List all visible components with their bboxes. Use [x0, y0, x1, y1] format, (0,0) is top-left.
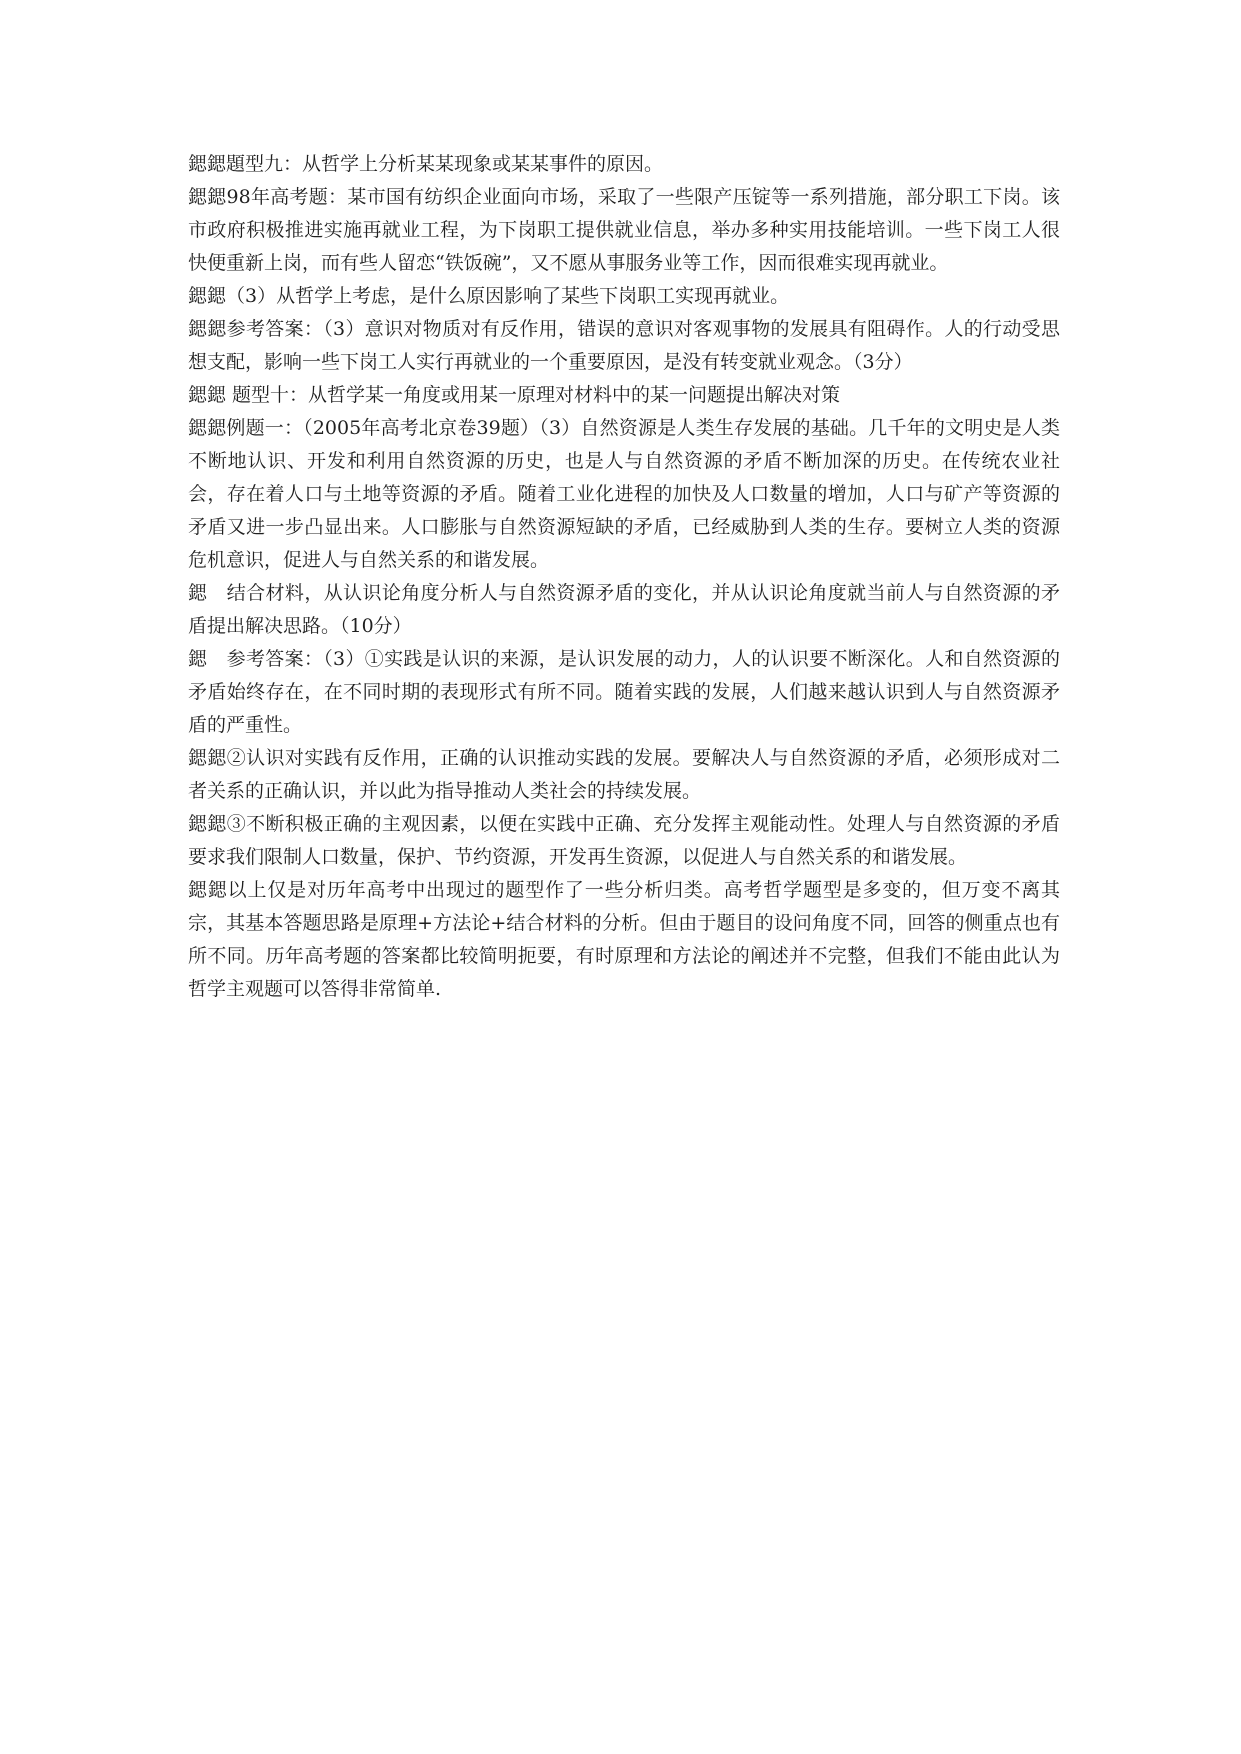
paragraph-1998-exam-material: 鍶鍶98年高考题：某市国有纺织企业面向市场，采取了一些限产压锭等一系列措施，部分职工下岗。该市政府积极推进实施再就业工程，为下岗职工提供就业信息，举办多种实用技能培训。一些下岗工人很快便重新上岗，而有些人留恋“铁饭碗”，又不愿从事服务业等工作，因而很难实现再就业。: [188, 186, 1060, 274]
paragraph-question-type-9: 鍶鍶題型九：从哲学上分析某某现象或某某事件的原因。: [188, 153, 664, 175]
paragraph-summary: 鍶鍶以上仅是对历年高考中出现过的题型作了一些分析归类。高考哲学题型是多变的，但万变不离其宗，其基本答题思路是原理+方法论+结合材料的分析。但由于题目的设问角度不同，回答的侧重点也有所不同。历年高考题的答案都比较简明扼要，有时原理和方法论的阐述并不完整，但我们不能由此认为哲学主观题可以答得非常简单.: [188, 879, 1060, 1000]
document-body: [188, 148, 1060, 1006]
paragraph-example-1-material: 鍶鍶例题一：（2005年高考北京卷39题）（3）自然资源是人类生存发展的基础。几千年的文明史是人类不断地认识、开发和利用自然资源的历史，也是人与自然资源的矛盾不断加深的历史。在传统农业社会，存在着人口与土地等资源的矛盾。随着工业化进程的加快及人口数量的增加，人口与矿产等资源的矛盾又进一步凸显出来。人口膨胀与自然资源短缺的矛盾，已经威胁到人类的生存。要树立人类的资源危机意识，促进人与自然关系的和谐发展。: [188, 417, 1060, 571]
paragraph-example-1-question: 鍶 结合材料，从认识论角度分析人与自然资源矛盾的变化，并从认识论角度就当前人与自然资源的矛盾提出解决思路。（10分）: [188, 582, 1060, 637]
paragraph-answer-point-2: 鍶鍶②认识对实践有反作用，正确的认识推动实践的发展。要解决人与自然资源的矛盾，必须形成对二者关系的正确认识，并以此为指导推动人类社会的持续发展。: [188, 747, 1060, 802]
paragraph-reference-answer-1: 鍶鍶参考答案：（3）意识对物质对有反作用，错误的意识对客观事物的发展具有阻碍作。人的行动受思想支配，影响一些下岗工人实行再就业的一个重要原因，是没有转变就业观念。（3分）: [188, 318, 1060, 373]
paragraph-question-type-10: 鍶鍶 题型十：从哲学某一角度或用某一原理对材料中的某一问题提出解决对策: [188, 384, 841, 406]
paragraph-answer-point-3: 鍶鍶③不断积极正确的主观因素，以便在实践中正确、充分发挥主观能动性。处理人与自然资源的矛盾要求我们限制人口数量，保护、节约资源，开发再生资源，以促进人与自然关系的和谐发展。: [188, 813, 1060, 868]
paragraph-reference-answer-2: 鍶 参考答案：（3）①实践是认识的来源，是认识发展的动力，人的认识要不断深化。人和自然资源的矛盾始终存在，在不同时期的表现形式有所不同。随着实践的发展，人们越来越认识到人与自然资源矛盾的严重性。: [188, 648, 1060, 736]
paragraph-question-3: 鍶鍶（3）从哲学上考虑，是什么原因影响了某些下岗职工实现再就业。: [188, 285, 790, 307]
